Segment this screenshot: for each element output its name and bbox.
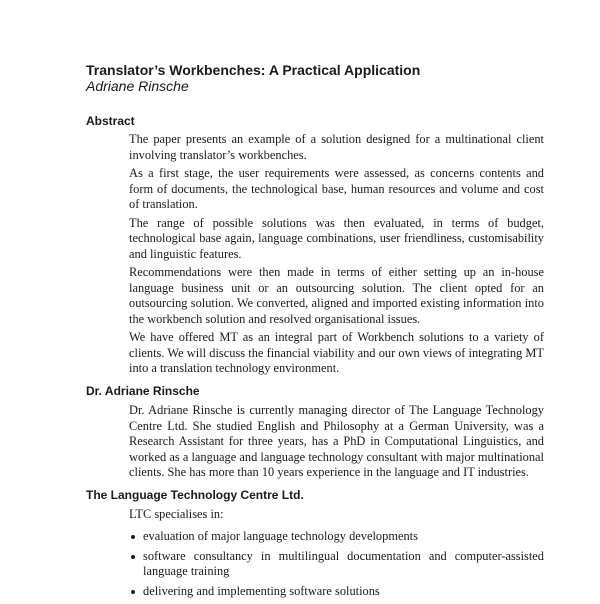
bullet-icon	[131, 590, 135, 594]
section-heading-company: The Language Technology Centre Ltd.	[86, 488, 304, 502]
bullet-icon	[131, 535, 135, 539]
abstract-paragraph: Recommendations were then made in terms of either setting up an in-house language business unit or an outsourcing solution. The client opted for an outsourcing solution. We converted, aligned and imported existing information into the workbench solution and resolved organisational issues.	[129, 265, 544, 326]
bullet-icon	[131, 555, 135, 559]
section-heading-abstract: Abstract	[86, 114, 135, 128]
list-item	[129, 584, 544, 600]
abstract-paragraph: The range of possible solutions was then evaluated, in terms of budget, technological base again, language combinations, user friendliness, customisability and linguistic features.	[129, 215, 544, 261]
company-body	[129, 507, 544, 604]
list-item	[129, 549, 544, 580]
abstract-paragraph: As a first stage, the user requirements were assessed, as concerns contents and form of documents, the technological base, human resources and volume and cost of translation.	[129, 166, 544, 211]
author-bio-paragraph: Dr. Adriane Rinsche is currently managing director of The Language Technology Centre Ltd. She studied English and Philosophy at a German University, was a Research Assistant for three years, has a PhD in Computational Linguistics, and worked as a language and language technology consultant with major multinational clients. She has more than 10 years experience in the language and IT industries.	[129, 403, 544, 479]
specialisation-list	[129, 529, 544, 600]
list-item-text: evaluation of major language technology developments	[143, 528, 418, 543]
paper-title: Translator’s Workbenches: A Practical Application	[86, 62, 421, 78]
list-item-text: delivering and implementing software solutions	[143, 584, 380, 598]
abstract-body	[129, 132, 544, 380]
list-item	[129, 529, 544, 545]
company-intro: LTC specialises in:	[129, 507, 224, 521]
section-heading-author-bio: Dr. Adriane Rinsche	[86, 384, 200, 398]
paper-author: Adriane Rinsche	[86, 78, 189, 94]
abstract-paragraph: The paper presents an example of a solution designed for a multinational client involving translator’s workbenches.	[129, 132, 544, 162]
abstract-paragraph: We have offered MT as an integral part of Workbench solutions to a variety of clients. We will discuss the financial viability and our own views of integrating MT into a translation technology environment.	[129, 330, 544, 375]
author-bio-body	[129, 403, 544, 484]
list-item-text: software consultancy in multilingual documentation and computer-assisted language training	[143, 548, 544, 578]
